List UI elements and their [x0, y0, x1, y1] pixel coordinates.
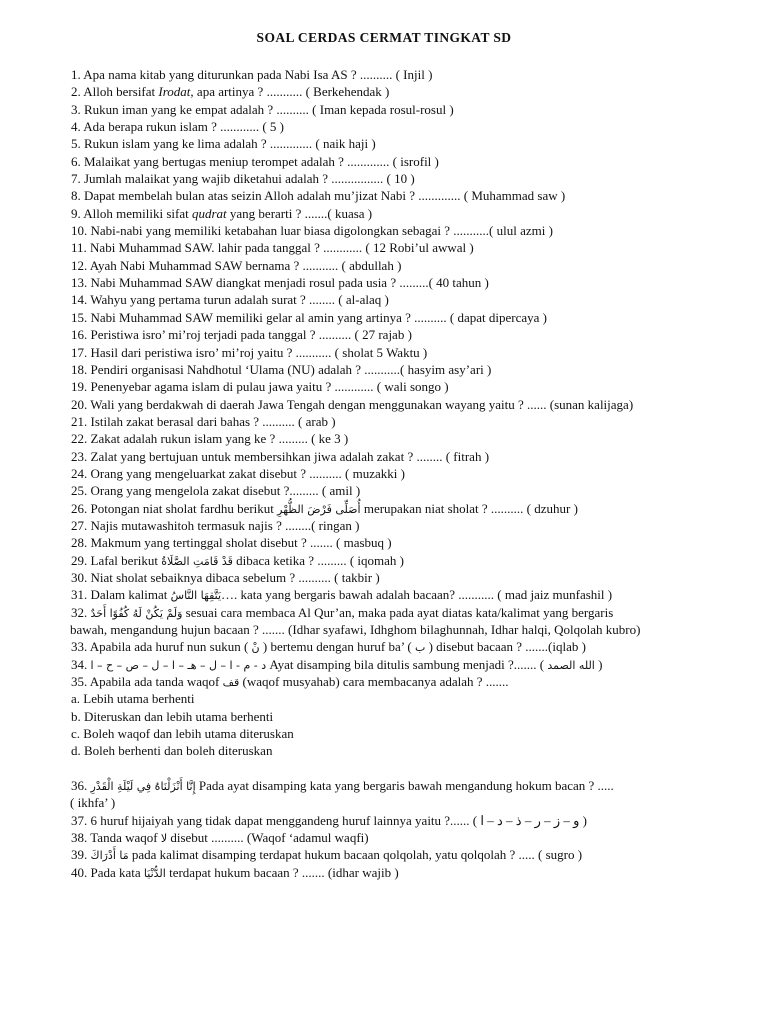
question-text: Hasil dari peristiwa isro’ mi’roj yaitu ? ........... ( sholat 5 Waktu ) — [90, 344, 428, 360]
question-item — [71, 187, 739, 204]
option-text: Diteruskan dan lebih utama berhenti — [84, 708, 274, 724]
arabic-text: الدُّنْيَا — [143, 866, 166, 880]
question-text: Apa nama kitab yang diturunkan pada Nabi Isa AS ? .......... ( Injil ) — [83, 67, 433, 82]
question-item — [71, 239, 739, 256]
question-item — [71, 222, 739, 239]
question-text: Apabila ada huruf nun sukun ( — [89, 639, 252, 655]
question-text: Ayat disamping bila ditulis sambung menjadi ?....... ( — [266, 656, 548, 672]
arabic-text: ب — [414, 641, 426, 655]
answer-option — [71, 725, 739, 742]
question-number: 23. — [71, 448, 88, 464]
question-item — [71, 361, 739, 378]
question-text: Alloh bersifat — [83, 84, 159, 100]
question-text: merupakan niat sholat ? .......... ( dzuhur ) — [360, 500, 578, 516]
question-item — [71, 465, 739, 482]
question-item — [71, 430, 739, 447]
question-number: 15. — [71, 309, 88, 325]
question-number: 34. — [71, 656, 88, 672]
question-item — [71, 274, 739, 291]
answer-option — [71, 742, 739, 759]
question-text: Apabila ada tanda waqof — [89, 674, 223, 690]
question-text: Makmum yang tertinggal sholat disebut ? ....... ( masbuq ) — [90, 535, 392, 551]
question-text: Nabi Muhammad SAW. lahir pada tanggal ? ............ ( 12 Robi’ul awwal ) — [90, 240, 474, 256]
italic-term: Irodat — [158, 84, 191, 100]
question-number: 36. — [71, 778, 88, 794]
question-text: 6 huruf hijaiyah yang tidak dapat menggandeng huruf lainnya yaitu ?...... ( و – ز – ر – ذ – د – ا ) — [90, 812, 588, 828]
question-text: Tanda waqof — [90, 830, 161, 846]
question-text: Dapat membelah bulan atas seizin Alloh adalah mu’jizat Nabi ? ............. ( Muhammad saw ) — [84, 188, 566, 204]
arabic-text: وَلَمْ يَكُنْ لَهُ كُفُوًا أَحَدٌ — [90, 606, 183, 620]
question-number: 27. — [71, 517, 88, 533]
question-text: Alloh memiliki sifat — [83, 205, 192, 221]
question-text: sesuai cara membaca Al Qur’an, maka pada ayat diatas kata/kalimat yang bergaris — [182, 604, 614, 620]
question-number: 4. — [71, 119, 81, 135]
question-item — [71, 118, 739, 135]
document-title: SOAL CERDAS CERMAT TINGKAT SD — [256, 30, 512, 45]
question-number: 31. — [71, 587, 88, 603]
question-item — [71, 638, 739, 655]
question-item — [71, 326, 739, 343]
arabic-text: قَدْ قَامَتِ الصَّلَاةُ — [161, 554, 233, 568]
question-text: yang berarti ? .......( kuasa ) — [226, 205, 373, 221]
question-number: 6. — [71, 153, 81, 169]
question-item — [71, 777, 739, 794]
option-letter: d. — [71, 743, 81, 759]
question-item — [71, 517, 739, 534]
question-text: , apa artinya ? ........... ( Berkehendak ) — [190, 84, 390, 100]
question-number: 25. — [71, 483, 88, 499]
question-item — [71, 170, 739, 187]
question-text: Niat sholat sebaiknya dibaca sebelum ? .......... ( takbir ) — [90, 569, 380, 585]
question-text: Potongan niat sholat fardhu berikut — [90, 500, 278, 516]
question-continuation — [71, 794, 739, 811]
arabic-text: الله الصمد — [547, 658, 595, 672]
question-number: 20. — [71, 396, 88, 412]
question-text: (waqof musyahab) cara membacanya adalah ? ....... — [239, 674, 509, 690]
question-item — [71, 673, 739, 690]
question-item — [71, 413, 739, 430]
question-text: terdapat hukum bacaan ? ....... (idhar wajib ) — [165, 864, 399, 880]
question-text: Wahyu yang pertama turun adalah surat ? ........ ( al-alaq ) — [90, 292, 389, 308]
question-text: Dalam kalimat — [90, 587, 171, 603]
question-text: Najis mutawashitoh termasuk najis ? ........( ringan ) — [90, 517, 360, 533]
question-number: 39. — [71, 847, 88, 863]
italic-term: qudrat — [191, 205, 227, 221]
question-number: 32. — [71, 604, 88, 620]
question-continuation — [71, 621, 739, 638]
question-item — [71, 569, 739, 586]
question-text: ( ikhfa’ ) — [70, 795, 116, 811]
question-number: 30. — [71, 569, 88, 585]
question-text: Nabi-nabi yang memiliki ketabahan luar biasa digolongkan sebagai ? ...........( ulul azmi ) — [90, 223, 553, 239]
question-number: 33. — [71, 639, 88, 655]
question-item — [71, 205, 739, 222]
question-number: 9. — [71, 205, 81, 221]
question-number: 24. — [71, 465, 88, 481]
question-text: Zakat adalah rukun islam yang ke ? ......... ( ke 3 ) — [90, 431, 349, 447]
answer-option — [71, 690, 739, 707]
question-text: Rukun islam yang ke lima adalah ? ............. ( naik haji ) — [84, 136, 376, 152]
question-text: Jumlah malaikat yang wajib diketahui adalah ? ................ ( 10 ) — [84, 171, 415, 187]
question-number: 26. — [71, 500, 88, 516]
question-item — [71, 83, 739, 100]
question-text: Lafal berikut — [90, 552, 162, 568]
question-text: pada kalimat disamping terdapat hukum bacaan qolqolah, yatu qolqolah ? ..... ( sugro ) — [128, 847, 583, 863]
option-text: Boleh waqof dan lebih utama diteruskan — [83, 726, 294, 742]
question-text: Nabi Muhammad SAW diangkat menjadi rosul pada usia ? .........( 40 tahun ) — [90, 275, 489, 291]
question-list — [71, 66, 739, 881]
question-number: 22. — [71, 431, 88, 447]
question-text: ) bertemu dengan huruf ba’ ( — [259, 639, 415, 655]
question-number: 13. — [71, 275, 88, 291]
question-number: 35. — [71, 674, 88, 690]
question-item — [71, 500, 739, 517]
question-item — [71, 396, 739, 413]
question-number: 2. — [71, 84, 81, 100]
question-item — [71, 101, 739, 118]
question-item — [71, 846, 739, 863]
question-text: Pada ayat disamping kata yang bergaris bawah mengandung hokum bacan ? ..... — [195, 778, 614, 794]
question-item — [71, 534, 739, 551]
question-number: 8. — [71, 188, 81, 204]
question-number: 19. — [71, 379, 88, 395]
question-item — [71, 309, 739, 326]
question-number: 17. — [71, 344, 88, 360]
option-text: Lebih utama berhenti — [83, 691, 195, 707]
question-text: ) — [594, 656, 603, 672]
question-item — [71, 257, 739, 274]
question-number: 1. — [71, 67, 81, 82]
question-text: …. kata yang bergaris bawah adalah bacaan? ........... ( mad jaiz munfashil ) — [221, 587, 613, 603]
question-number: 14. — [71, 292, 88, 308]
question-number: 5. — [71, 136, 81, 152]
question-text: dibaca ketika ? ......... ( iqomah ) — [232, 552, 404, 568]
question-number: 10. — [71, 223, 88, 239]
question-number: 11. — [71, 240, 87, 256]
question-number: 3. — [71, 101, 81, 117]
arabic-text: يَتَّقِهَا النَّاسُ — [170, 589, 222, 603]
question-text: Istilah zakat berasal dari bahas ? .......... ( arab ) — [90, 413, 336, 429]
question-text: Wali yang berdakwah di daerah Jawa Tengah dengan menggunakan wayang yaitu ? ...... (sunan kalijaga) — [90, 396, 634, 412]
question-text: disebut .......... (Waqof ‘adamul waqfi) — [167, 830, 369, 846]
arabic-text: قف — [222, 676, 240, 690]
question-text: bawah, mengandung hujun bacaan ? ....... (Idhar syafawi, Idhghom bilaghunnah, Idhar halqi, Qolqolah kubro) — [70, 622, 641, 637]
arabic-text: د - م - ا – ل – هـ – ا – ل – ص – ح – ا — [90, 658, 267, 672]
question-item — [71, 604, 739, 621]
question-text: Peristiwa isro’ mi’roj terjadi pada tanggal ? .......... ( 27 rajab ) — [90, 327, 412, 343]
question-item — [71, 153, 739, 170]
question-number: 16. — [71, 327, 88, 343]
question-text: Ayah Nabi Muhammad SAW bernama ? ........... ( abdullah ) — [89, 257, 402, 273]
question-item — [71, 291, 739, 308]
option-letter: c. — [71, 726, 81, 742]
blank-line — [71, 760, 739, 777]
question-number: 12. — [71, 257, 88, 273]
question-item — [71, 552, 739, 569]
question-number: 37. — [71, 812, 88, 828]
question-text: Ada berapa rukun islam ? ............ ( 5 ) — [83, 119, 285, 135]
question-item — [71, 864, 739, 881]
arabic-text: مَا أَدْرَاكَ — [90, 849, 129, 863]
question-text: Malaikat yang bertugas meniup terompet adalah ? ............. ( isrofil ) — [84, 153, 439, 169]
arabic-text: إِنَّا أَنْزَلْنَاهُ فِي لَيْلَةِ الْقَدْرِ — [90, 780, 196, 794]
question-number: 29. — [71, 552, 88, 568]
question-item — [71, 812, 739, 829]
question-number: 21. — [71, 413, 88, 429]
question-number: 7. — [71, 171, 81, 187]
question-number: 18. — [71, 361, 88, 377]
question-text: Nabi Muhammad SAW memiliki gelar al amin yang artinya ? .......... ( dapat dipercaya ) — [90, 309, 547, 325]
option-text: Boleh berhenti dan boleh diteruskan — [84, 743, 273, 759]
question-text: Penenyebar agama islam di pulau jawa yaitu ? ............ ( wali songo ) — [90, 379, 449, 395]
question-item — [71, 482, 739, 499]
question-text: Orang yang mengeluarkat zakat disebut ? .......... ( muzakki ) — [90, 465, 405, 481]
question-number: 28. — [71, 535, 88, 551]
question-number: 40. — [71, 864, 88, 880]
question-text: Orang yang mengelola zakat disebut ?......... ( amil ) — [90, 483, 361, 499]
question-item — [71, 586, 739, 603]
question-item — [71, 656, 739, 673]
question-item — [71, 66, 739, 83]
question-number: 38. — [71, 830, 88, 846]
question-text: Pendiri organisasi Nahdhotul ‘Ulama (NU) adalah ? ...........( hasyim asy’ari ) — [90, 361, 492, 377]
question-text: Rukun iman yang ke empat adalah ? .......... ( Iman kepada rosul-rosul ) — [84, 101, 454, 117]
question-text: ) disebut bacaan ? .......(iqlab ) — [425, 639, 586, 655]
question-item — [71, 829, 739, 846]
question-item — [71, 448, 739, 465]
answer-option — [71, 708, 739, 725]
option-letter: a. — [71, 691, 81, 707]
arabic-text: لا — [160, 832, 168, 846]
question-item — [71, 344, 739, 361]
question-text: Zalat yang bertujuan untuk membersihkan jiwa adalah zakat ? ........ ( fitrah ) — [90, 448, 490, 464]
question-text: Pada kata — [90, 864, 144, 880]
option-letter: b. — [71, 708, 81, 724]
question-item — [71, 135, 739, 152]
arabic-text: أُصَلِّى فَرْضَ الظُّهْرِ — [277, 502, 361, 516]
question-item — [71, 378, 739, 395]
arabic-text: نْ — [251, 641, 260, 655]
